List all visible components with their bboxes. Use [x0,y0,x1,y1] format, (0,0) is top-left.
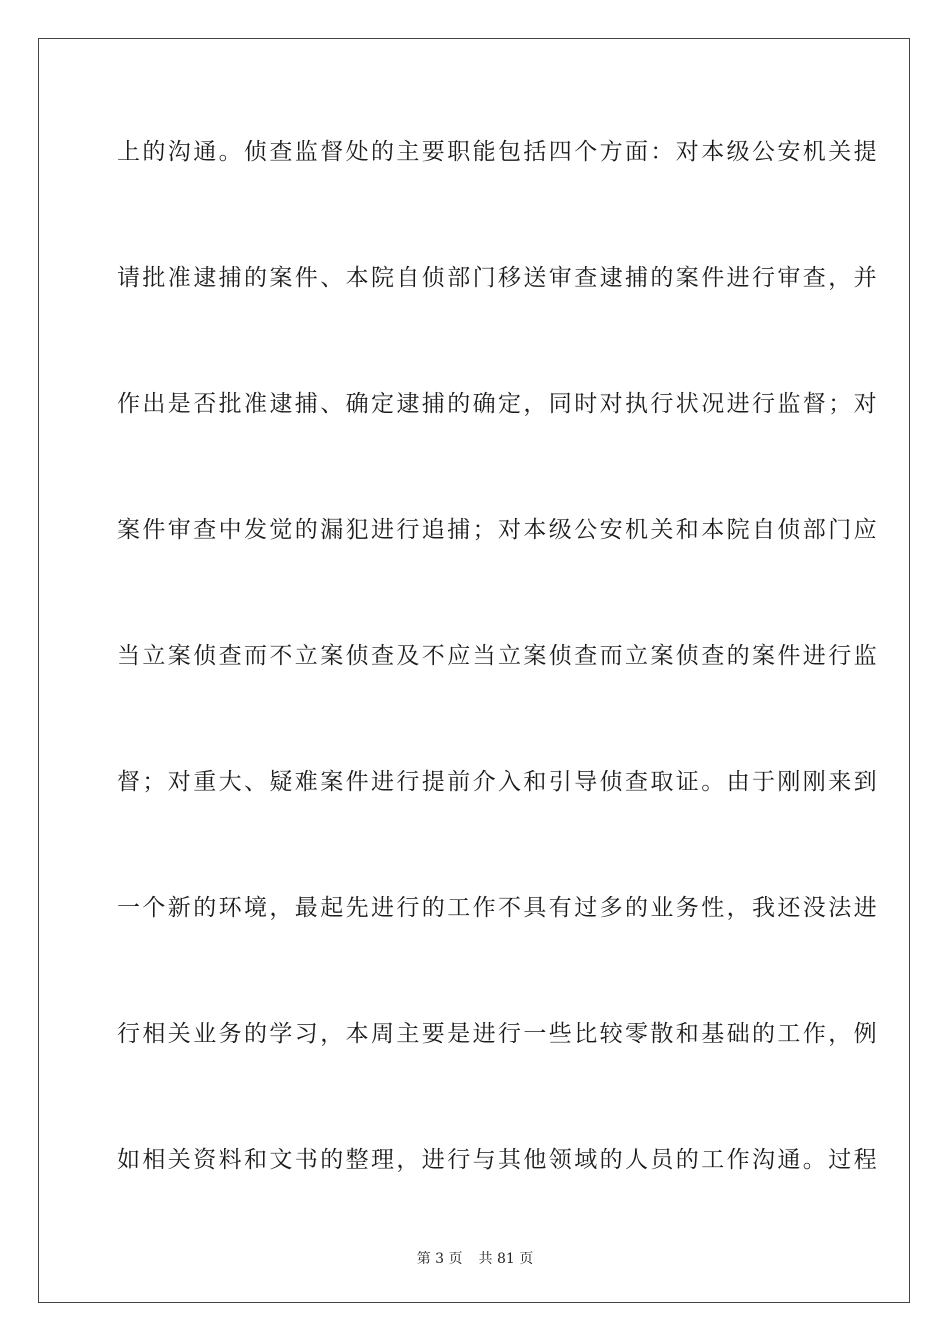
text-line: 上的沟通。侦查监督处的主要职能包括四个方面：对本级公安机关提 [117,139,879,165]
document-body [117,126,879,1260]
text-line: 案件审查中发觉的漏犯进行追捕；对本级公安机关和本院自侦部门应 [117,517,879,543]
text-line: 一个新的环境，最起先进行的工作不具有过多的业务性，我还没法进 [117,895,879,921]
text-line: 作出是否批准逮捕、确定逮捕的确定，同时对执行状况进行监督；对 [117,391,879,417]
text-line: 行相关业务的学习，本周主要是进行一些比较零散和基础的工作，例 [117,1021,879,1047]
text-line: 请批准逮捕的案件、本院自侦部门移送审查逮捕的案件进行审查，并 [117,265,879,291]
total-page-count: 共 81 页 [478,1251,534,1267]
text-line: 督；对重大、疑难案件进行提前介入和引导侦查取证。由于刚刚来到 [117,769,879,795]
text-line: 当立案侦查而不立案侦查及不应当立案侦查而立案侦查的案件进行监 [117,643,879,669]
text-line: 如相关资料和文书的整理，进行与其他领域的人员的工作沟通。过程 [117,1147,879,1173]
page-footer [0,1248,950,1268]
current-page-number: 第 3 页 [416,1251,463,1267]
